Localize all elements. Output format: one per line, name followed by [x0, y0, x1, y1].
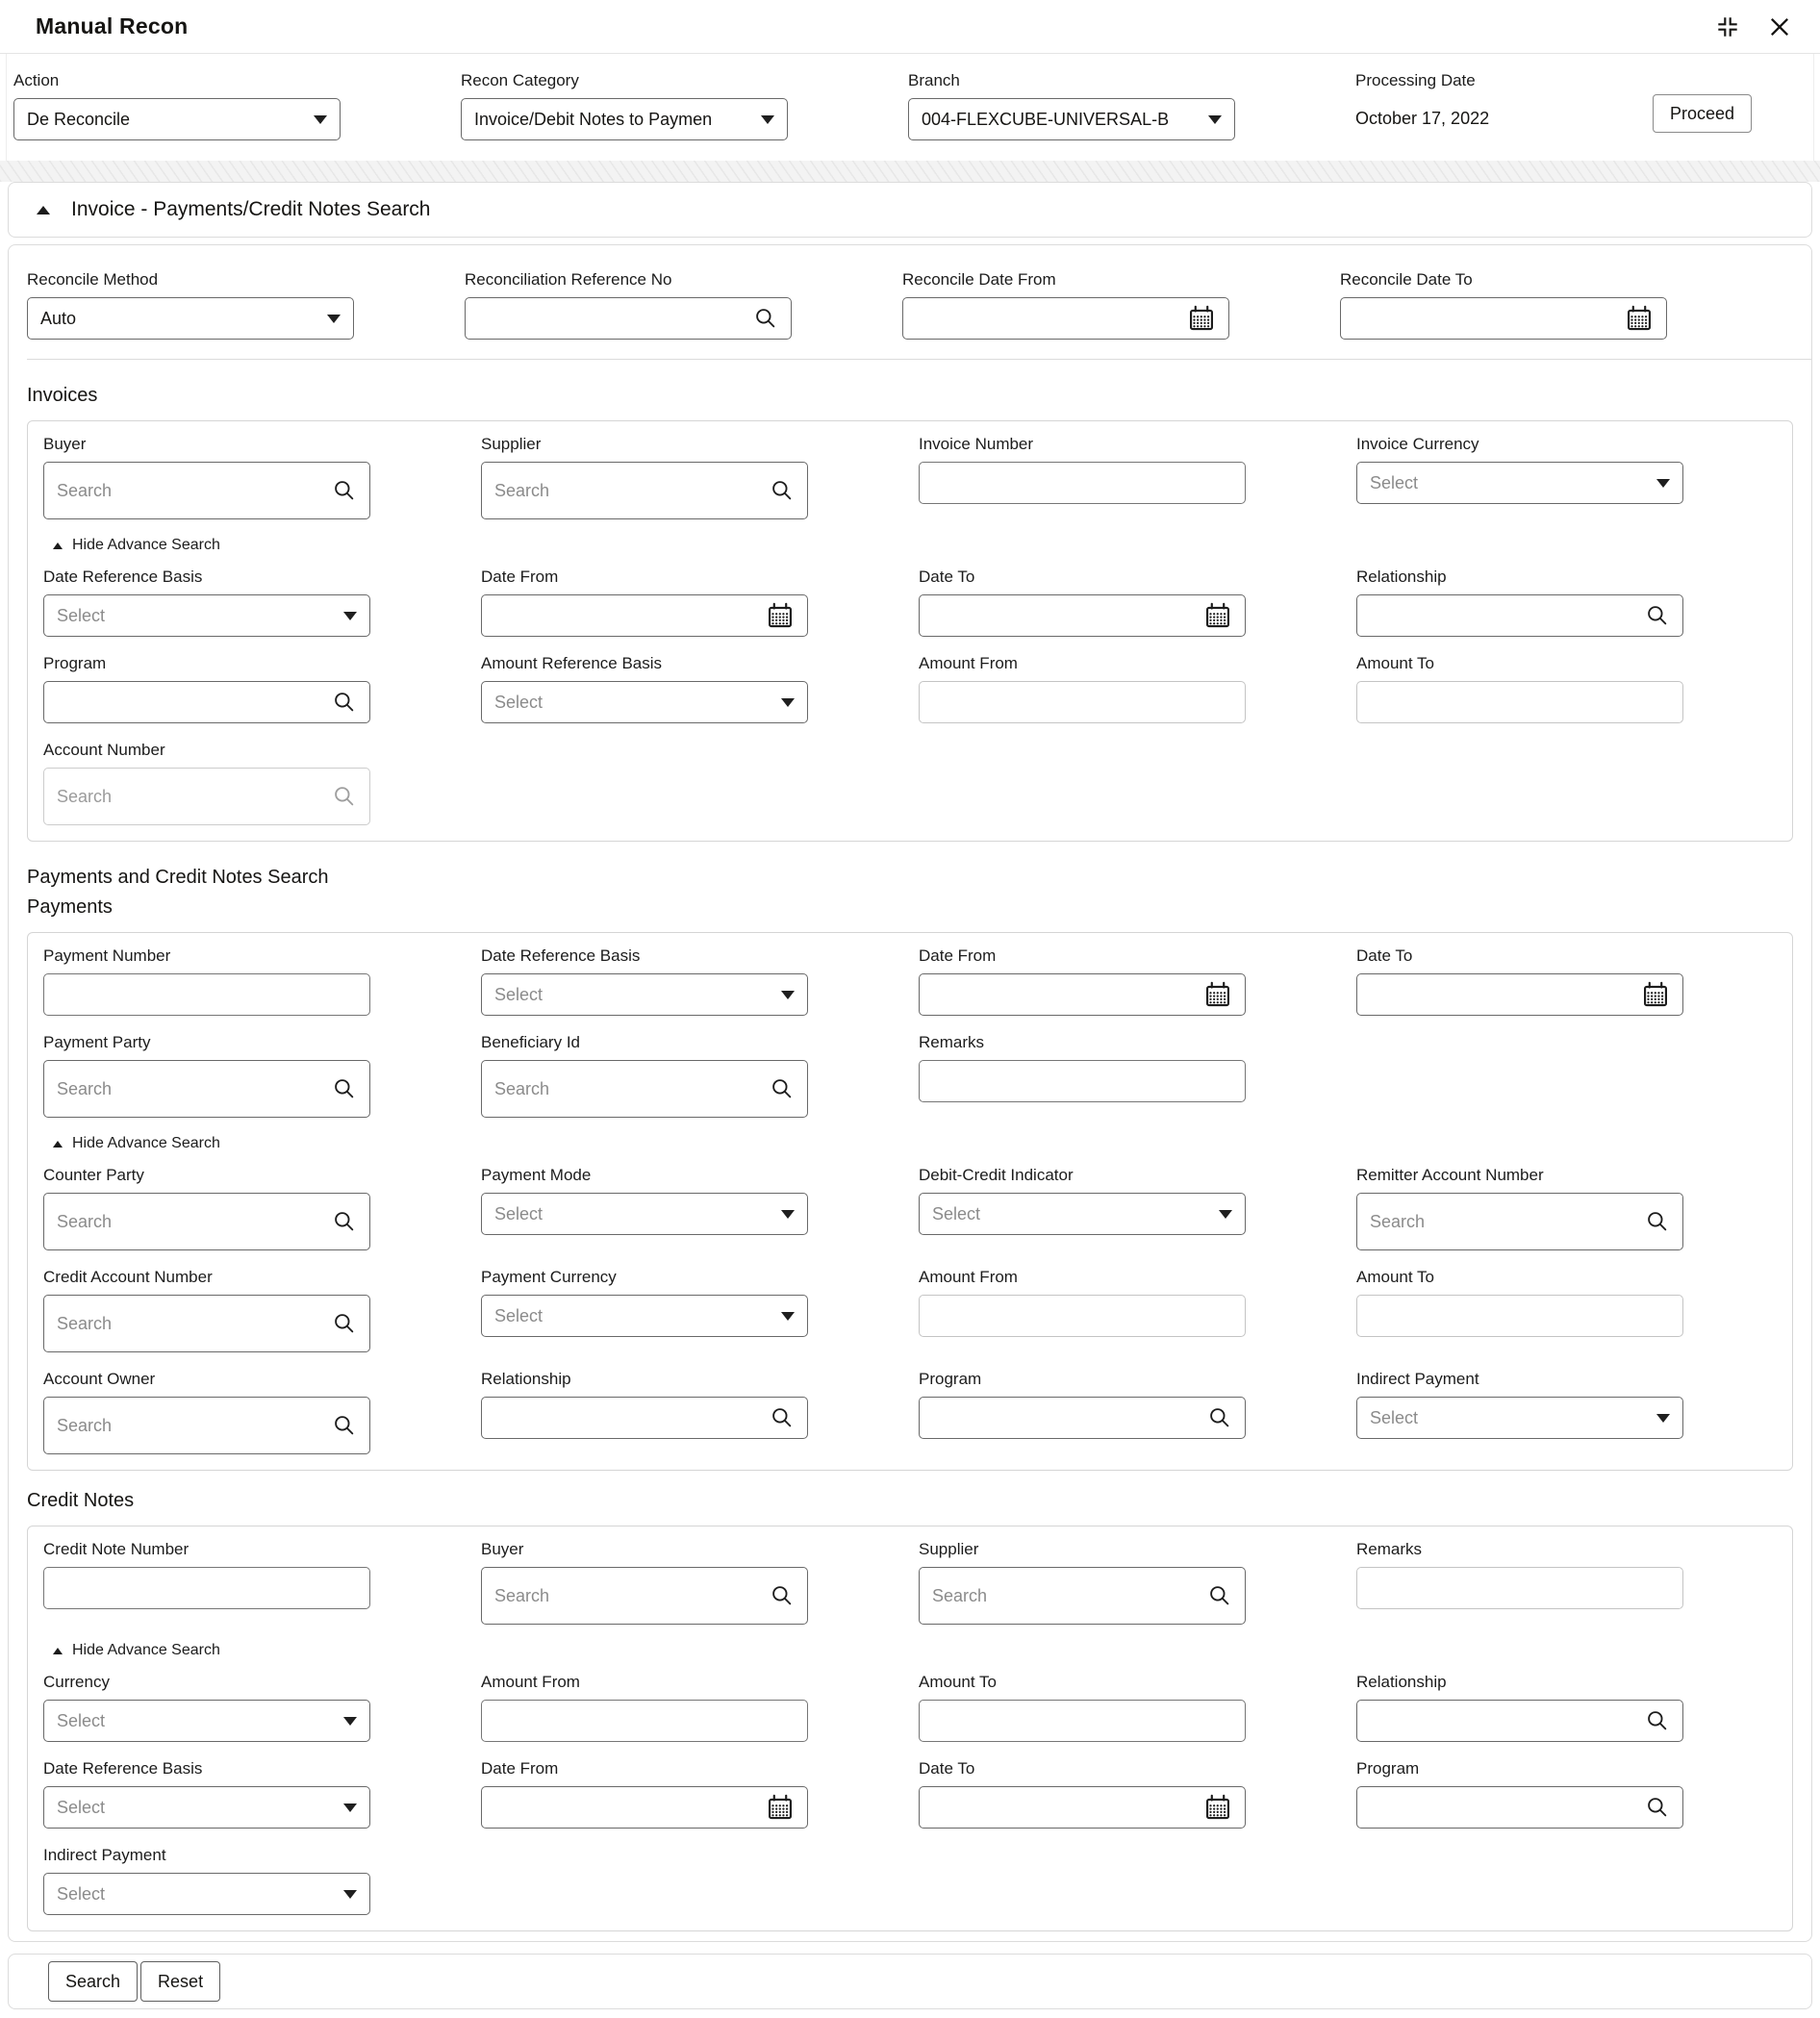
- search-icon: [332, 1311, 357, 1336]
- field-beneficiary-id: [481, 1033, 808, 1118]
- field-label: Program: [1356, 1759, 1420, 1778]
- field-label: Amount To: [1356, 1268, 1434, 1286]
- search-icon: [332, 478, 357, 503]
- page-title: Manual Recon: [36, 13, 189, 38]
- chevron-down-icon: [761, 115, 774, 124]
- invoice-date-to-date-input[interactable]: [919, 594, 1246, 637]
- field-label: Date From: [481, 1759, 559, 1778]
- search-icon: [1207, 1583, 1232, 1608]
- reconcile-date-from-date-input[interactable]: [902, 297, 1229, 340]
- field-credit-account-number: [43, 1268, 370, 1352]
- credit-note-currency-select[interactable]: Select: [43, 1700, 370, 1742]
- search-icon: [332, 784, 357, 809]
- field-counter-party: [43, 1166, 370, 1250]
- field-label: Date To: [919, 1759, 975, 1778]
- beneficiary-id-search-input[interactable]: Search: [481, 1060, 808, 1118]
- field-label: Amount From: [919, 1268, 1018, 1286]
- field-payment-amount-to: [1356, 1268, 1683, 1337]
- field-payment-number: [43, 946, 370, 1016]
- field-label: Payment Number: [43, 946, 171, 965]
- field-reconcile-date-to: [1340, 270, 1667, 340]
- field-action: [13, 71, 341, 140]
- search-icon: [1645, 1708, 1670, 1733]
- invoice-date-from-date-input[interactable]: [481, 594, 808, 637]
- search-icon: [770, 1076, 795, 1101]
- field-credit-note-program: [1356, 1759, 1683, 1829]
- field-label: Indirect Payment: [43, 1846, 166, 1864]
- field-label: Indirect Payment: [1356, 1370, 1479, 1388]
- field-invoice-date-from: [481, 568, 808, 637]
- invoice-buyer-search-input[interactable]: Search: [43, 462, 370, 519]
- field-label: Date Reference Basis: [43, 568, 203, 586]
- credit-note-date-reference-basis-select[interactable]: Select: [43, 1786, 370, 1829]
- credit-note-remarks-input[interactable]: [1356, 1567, 1683, 1609]
- field-payment-mode: [481, 1166, 808, 1235]
- debit-credit-indicator-select[interactable]: Select: [919, 1193, 1246, 1235]
- credit-note-date-from-date-input[interactable]: [481, 1786, 808, 1829]
- calendar-icon: [1187, 304, 1216, 333]
- invoice-program-search-input[interactable]: [43, 681, 370, 723]
- field-label: Amount From: [919, 654, 1018, 672]
- hide-advance-search-toggle[interactable]: Hide Advance Search: [53, 537, 1777, 554]
- field-remitter-account-number: [1356, 1166, 1683, 1250]
- form-row: [43, 568, 1777, 637]
- field-debit-credit-indicator: [919, 1166, 1246, 1235]
- search-icon: [1645, 603, 1670, 628]
- invoice-relationship-search-input[interactable]: [1356, 594, 1683, 637]
- payment-date-reference-basis-select[interactable]: Select: [481, 973, 808, 1016]
- chevron-down-icon: [343, 612, 357, 620]
- reconcile-filter-row: [9, 245, 1811, 360]
- field-payment-relationship: [481, 1370, 808, 1439]
- payments-heading: Payments: [27, 896, 113, 918]
- field-payment-date-from: [919, 946, 1246, 1016]
- payment-indirect-payment-select[interactable]: Select: [1356, 1397, 1683, 1439]
- field-label: Payment Party: [43, 1033, 151, 1051]
- payment-amount-to-input[interactable]: [1356, 1295, 1683, 1337]
- collapse-arrow-icon: [53, 1141, 63, 1148]
- invoices-heading: Invoices: [27, 385, 98, 406]
- field-invoice-amount-from: [919, 654, 1246, 723]
- field-credit-note-date-from: [481, 1759, 808, 1829]
- payment-remarks-input[interactable]: [919, 1060, 1246, 1102]
- branch-select[interactable]: 004-FLEXCUBE-UNIVERSAL-B: [908, 98, 1235, 140]
- field-label: Relationship: [1356, 568, 1447, 586]
- chevron-down-icon: [327, 315, 341, 323]
- calendar-icon: [766, 1793, 795, 1822]
- credit-note-indirect-payment-select[interactable]: Select: [43, 1873, 370, 1915]
- collapse-arrow-icon: [37, 206, 50, 214]
- field-credit-note-buyer: [481, 1540, 808, 1625]
- field-label: Date From: [919, 946, 997, 965]
- hide-advance-search-toggle[interactable]: Hide Advance Search: [53, 1642, 1777, 1659]
- field-reconcile-method: [27, 270, 354, 340]
- field-label: Date To: [1356, 946, 1413, 965]
- field-invoice-buyer: [43, 435, 370, 519]
- payment-number-input[interactable]: [43, 973, 370, 1016]
- hide-advance-search-toggle[interactable]: Hide Advance Search: [53, 1135, 1777, 1152]
- processing-date-label: Processing Date: [1355, 71, 1476, 89]
- search-icon: [332, 690, 357, 715]
- search-icon: [332, 1413, 357, 1438]
- field-recon-category: [461, 71, 788, 140]
- chevron-down-icon: [343, 1890, 357, 1899]
- invoice-amount-to-input[interactable]: [1356, 681, 1683, 723]
- field-label: Date To: [919, 568, 975, 586]
- amount-reference-basis-select[interactable]: Select: [481, 681, 808, 723]
- chevron-down-icon: [781, 698, 795, 707]
- reconciliation-reference-no-search-input[interactable]: [465, 297, 792, 340]
- calendar-icon: [1203, 980, 1232, 1009]
- credit-note-supplier-search-input[interactable]: Search: [919, 1567, 1246, 1625]
- field-invoice-date-to: [919, 568, 1246, 637]
- field-credit-note-date-reference-basis: [43, 1759, 370, 1829]
- calendar-icon: [1625, 304, 1654, 333]
- form-row: [43, 1370, 1777, 1454]
- field-credit-note-remarks: [1356, 1540, 1683, 1609]
- field-credit-note-currency: [43, 1673, 370, 1742]
- invoices-group: [27, 420, 1793, 842]
- credit-notes-heading: Credit Notes: [27, 1490, 135, 1511]
- form-row: [43, 435, 1777, 519]
- field-credit-note-number: [43, 1540, 370, 1609]
- field-label: Counter Party: [43, 1166, 144, 1184]
- recon-category-select[interactable]: Invoice/Debit Notes to Paymen: [461, 98, 788, 140]
- section-header-invoice-payments-credit-notes-search[interactable]: [8, 182, 1812, 238]
- field-payment-date-to: [1356, 946, 1683, 1016]
- search-icon: [770, 1583, 795, 1608]
- field-label: Remarks: [919, 1033, 985, 1051]
- recon-category-label: Recon Category: [461, 71, 579, 89]
- chevron-down-icon: [343, 1717, 357, 1726]
- form-row: [43, 946, 1777, 1016]
- field-label: Buyer: [481, 1540, 524, 1558]
- field-payment-program: [919, 1370, 1246, 1439]
- field-label: Program: [43, 654, 107, 672]
- action-toolbar: [6, 54, 1814, 161]
- field-label: Program: [919, 1370, 982, 1388]
- field-label: Amount Reference Basis: [481, 654, 663, 672]
- form-row: [43, 1540, 1777, 1625]
- close-icon: [1766, 13, 1793, 40]
- form-row: [43, 1033, 1777, 1118]
- chevron-down-icon: [781, 1312, 795, 1321]
- form-row: [43, 741, 1777, 825]
- credit-note-relationship-search-input[interactable]: [1356, 1700, 1683, 1742]
- field-label: Invoice Currency: [1356, 435, 1479, 453]
- form-row: [43, 654, 1777, 723]
- decorative-pattern-strip: [0, 161, 1820, 182]
- field-label: Relationship: [1356, 1673, 1447, 1691]
- field-amount-reference-basis: [481, 654, 808, 723]
- chevron-down-icon: [1208, 115, 1222, 124]
- form-row: [43, 1268, 1777, 1352]
- field-label: Credit Account Number: [43, 1268, 213, 1286]
- field-reconciliation-reference-no: [465, 270, 792, 340]
- field-label: Account Owner: [43, 1370, 156, 1388]
- credit-note-buyer-search-input[interactable]: Search: [481, 1567, 808, 1625]
- field-invoice-program: [43, 654, 370, 723]
- credit-note-amount-to-input[interactable]: [919, 1700, 1246, 1742]
- collapse-arrow-icon: [53, 1648, 63, 1654]
- field-invoice-number: [919, 435, 1246, 504]
- field-label: Payment Mode: [481, 1166, 592, 1184]
- field-label: Invoice Number: [919, 435, 1034, 453]
- chevron-down-icon: [781, 991, 795, 999]
- reset-button[interactable]: Reset: [140, 1961, 220, 2002]
- payment-date-to-date-input[interactable]: [1356, 973, 1683, 1016]
- payment-amount-from-input[interactable]: [919, 1295, 1246, 1337]
- field-credit-note-amount-to: [919, 1673, 1246, 1742]
- restore-icon: [1714, 13, 1741, 40]
- field-label: Remarks: [1356, 1540, 1423, 1558]
- payment-mode-select[interactable]: Select: [481, 1193, 808, 1235]
- collapse-arrow-icon: [53, 542, 63, 549]
- invoice-supplier-search-input[interactable]: Search: [481, 462, 808, 519]
- restore-window-button[interactable]: [1714, 13, 1741, 40]
- form-row: [43, 1759, 1777, 1829]
- field-invoice-relationship: [1356, 568, 1683, 637]
- search-icon: [770, 478, 795, 503]
- footer-action-bar: [8, 1954, 1812, 2009]
- field-label: Beneficiary Id: [481, 1033, 580, 1051]
- chevron-down-icon: [343, 1804, 357, 1812]
- search-icon: [332, 1076, 357, 1101]
- proceed-button[interactable]: Proceed: [1653, 94, 1752, 133]
- field-label: Reconcile Date To: [1340, 270, 1473, 289]
- invoice-number-input[interactable]: [919, 462, 1246, 504]
- counter-party-search-input[interactable]: Search: [43, 1193, 370, 1250]
- chevron-down-icon: [314, 115, 327, 124]
- field-label: Amount From: [481, 1673, 580, 1691]
- search-button[interactable]: Search: [48, 1961, 138, 2002]
- search-icon: [1645, 1795, 1670, 1820]
- chevron-down-icon: [1219, 1210, 1232, 1219]
- search-icon: [1207, 1405, 1232, 1430]
- field-payment-date-reference-basis: [481, 946, 808, 1016]
- field-payment-currency: [481, 1268, 808, 1337]
- form-row: [43, 1846, 1777, 1915]
- divider: [27, 359, 1811, 360]
- field-invoice-date-reference-basis: [43, 568, 370, 637]
- action-select[interactable]: De Reconcile: [13, 98, 341, 140]
- search-icon: [770, 1405, 795, 1430]
- payments-credit-notes-search-heading: Payments and Credit Notes Search: [27, 867, 329, 888]
- invoice-account-number-search-input[interactable]: Search: [43, 768, 370, 825]
- search-icon: [753, 306, 778, 331]
- credit-note-date-to-date-input[interactable]: [919, 1786, 1246, 1829]
- field-label: Currency: [43, 1673, 110, 1691]
- remitter-account-number-search-input[interactable]: Search: [1356, 1193, 1683, 1250]
- calendar-icon: [766, 601, 795, 630]
- field-invoice-currency: [1356, 435, 1683, 504]
- close-button[interactable]: [1766, 13, 1793, 40]
- field-label: Supplier: [919, 1540, 979, 1558]
- field-label: Account Number: [43, 741, 165, 759]
- payment-program-search-input[interactable]: [919, 1397, 1246, 1439]
- search-icon: [1645, 1209, 1670, 1234]
- field-label: Amount To: [1356, 654, 1434, 672]
- field-label: Credit Note Number: [43, 1540, 190, 1558]
- chevron-down-icon: [1656, 1414, 1670, 1423]
- field-payment-indirect-payment: [1356, 1370, 1683, 1439]
- invoice-currency-select[interactable]: Select: [1356, 462, 1683, 504]
- calendar-icon: [1203, 1793, 1232, 1822]
- credit-account-number-search-input[interactable]: Search: [43, 1295, 370, 1352]
- field-credit-note-date-to: [919, 1759, 1246, 1829]
- search-icon: [332, 1209, 357, 1234]
- field-invoice-account-number: [43, 741, 370, 825]
- field-label: Relationship: [481, 1370, 571, 1388]
- field-processing-date: [1355, 71, 1682, 129]
- credit-notes-group: [27, 1526, 1793, 1931]
- invoice-date-reference-basis-select[interactable]: Select: [43, 594, 370, 637]
- field-branch: [908, 71, 1235, 140]
- field-credit-note-supplier: [919, 1540, 1246, 1625]
- field-label: Reconcile Method: [27, 270, 159, 289]
- field-label: Date Reference Basis: [43, 1759, 203, 1778]
- search-form-card: [8, 244, 1812, 1942]
- field-payment-remarks: [919, 1033, 1246, 1102]
- field-reconcile-date-from: [902, 270, 1229, 340]
- field-label: Supplier: [481, 435, 542, 453]
- title-bar: [0, 0, 1820, 54]
- branch-label: Branch: [908, 71, 960, 89]
- calendar-icon: [1203, 601, 1232, 630]
- payment-currency-select[interactable]: Select: [481, 1295, 808, 1337]
- payment-relationship-search-input[interactable]: [481, 1397, 808, 1439]
- field-label: Payment Currency: [481, 1268, 617, 1286]
- field-credit-note-amount-from: [481, 1673, 808, 1742]
- field-label: Date From: [481, 568, 559, 586]
- credit-note-amount-from-input[interactable]: [481, 1700, 808, 1742]
- payment-party-search-input[interactable]: Search: [43, 1060, 370, 1118]
- field-credit-note-indirect-payment: [43, 1846, 370, 1915]
- field-invoice-supplier: [481, 435, 808, 519]
- field-payment-amount-from: [919, 1268, 1246, 1337]
- credit-note-number-input[interactable]: [43, 1567, 370, 1609]
- action-label: Action: [13, 71, 60, 89]
- reconcile-date-to-date-input[interactable]: [1340, 297, 1667, 340]
- field-label: Debit-Credit Indicator: [919, 1166, 1074, 1184]
- field-account-owner: [43, 1370, 370, 1454]
- field-label: Reconcile Date From: [902, 270, 1056, 289]
- calendar-icon: [1641, 980, 1670, 1009]
- field-payment-party: [43, 1033, 370, 1118]
- chevron-down-icon: [1656, 479, 1670, 488]
- field-credit-note-relationship: [1356, 1673, 1683, 1742]
- payment-date-from-date-input[interactable]: [919, 973, 1246, 1016]
- payments-group: [27, 932, 1793, 1471]
- form-row: [43, 1166, 1777, 1250]
- invoice-amount-from-input[interactable]: [919, 681, 1246, 723]
- account-owner-search-input[interactable]: Search: [43, 1397, 370, 1454]
- field-label: Reconciliation Reference No: [465, 270, 672, 289]
- field-label: Remitter Account Number: [1356, 1166, 1544, 1184]
- field-label: Amount To: [919, 1673, 997, 1691]
- chevron-down-icon: [781, 1210, 795, 1219]
- processing-date-value: October 17, 2022: [1355, 109, 1490, 128]
- field-label: Buyer: [43, 435, 87, 453]
- form-row: [43, 1673, 1777, 1742]
- field-label: Date Reference Basis: [481, 946, 641, 965]
- credit-note-program-search-input[interactable]: [1356, 1786, 1683, 1829]
- reconcile-method-select[interactable]: Auto: [27, 297, 354, 340]
- section-title: Invoice - Payments/Credit Notes Search: [71, 198, 431, 220]
- window-controls: [1714, 13, 1793, 40]
- field-invoice-amount-to: [1356, 654, 1683, 723]
